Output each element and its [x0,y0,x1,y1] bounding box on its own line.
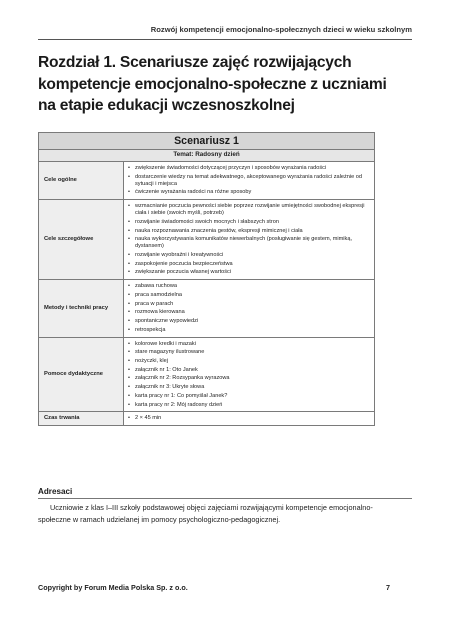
table-row-duration [39,412,375,426]
section-rule [38,498,412,499]
scenario-topic: Temat: Radosny dzień [39,150,375,162]
page-number: 7 [386,583,390,592]
general-goals-list [128,165,369,196]
running-header: Rozwój kompetencji emocjonalno-społecznych dzieci w wieku szkolnym [150,25,412,34]
recipients-text: Uczniowie z klas I–III szkoły podstawowej objęci zajęciami rozwijającymi kompetencje emocjonalno-społeczne w ramach udzielanej im pomocy psychologiczno-pedagogicznej. [38,503,373,524]
duration-value: • 2 × 45 min [128,415,369,422]
teaching-aids-cell [124,337,375,412]
chapter-title-line-3: na etapie edukacji wczesnoszkolnej [38,97,295,114]
list-item: • załącznik nr 2: Rozsypanka wyrazowa [128,375,369,382]
list-item: • nauka wykorzystywania komunikatów niewerbalnych (posługiwanie się gestem, mimiką, dystansem) [128,236,369,250]
general-goals-label: Cele ogólne [39,162,124,200]
methods-label: Metody i techniki pracy [39,280,124,337]
scenario-title: Scenariusz 1 [39,133,375,150]
specific-goals-label: Cele szczegółowe [39,200,124,280]
chapter-title-line-2: kompetencje emocjonalno-społeczne z uczniami [38,75,387,93]
duration-cell [124,412,375,426]
teaching-aids-list [128,341,369,409]
general-goals-cell [124,162,375,200]
duration-label: Czas trwania [39,412,124,426]
list-item: • stare magazyny ilustrowane [128,349,369,356]
list-item: • nożyczki, klej [128,358,369,365]
list-item: • nauka rozpoznawania znaczenia gestów, ekspresji mimicznej i ciała [128,228,369,235]
list-item: • ćwiczenie wyrażania radości na różne sposoby [128,189,369,196]
list-item: • karta pracy nr 2: Mój radosny dzień [128,402,369,409]
header-rule [38,39,412,40]
table-row-general-goals [39,162,375,200]
list-item: • kolorowe kredki i mazaki [128,341,369,348]
methods-cell [124,280,375,337]
list-item: • zwiększanie poczucia własnej wartości [128,269,369,276]
table-row-methods [39,280,375,337]
list-item: • zabawa ruchowa [128,283,369,290]
methods-list [128,283,369,333]
list-item: • załącznik nr 3: Ukryte słowa [128,384,369,391]
footer-copyright: Copyright by Forum Media Polska Sp. z o.o. [38,583,188,592]
list-item: • karta pracy nr 1: Co pomyślał Janek? [128,393,369,400]
recipients-heading: Adresaci [38,487,73,496]
chapter-title [38,52,398,117]
table-row-specific-goals [39,200,375,280]
table-row-teaching-aids [39,337,375,412]
teaching-aids-label: Pomoce dydaktyczne [39,337,124,412]
table-topic-row [39,150,375,162]
list-item: • załącznik nr 1: Oto Janek [128,367,369,374]
list-item: • rozwijanie świadomości swoich mocnych i słabszych stron [128,219,369,226]
list-item: • wzmacnianie poczucia pewności siebie poprzez rozwijanie umiejętności swobodnej ekspresji ciała i siebie (swoich myśli, potrzeb) [128,203,369,217]
list-item: • praca samodzielna [128,292,369,299]
specific-goals-cell [124,200,375,280]
list-item: • retrospekcja [128,327,369,334]
list-item: • zwiększenie świadomości dotyczącej przyczyn i sposobów wyrażania radości [128,165,369,172]
chapter-title-line-1: Rozdział 1. Scenariusze zajęć rozwijających [38,54,352,71]
list-item: • zaspokojenie poczucia bezpieczeństwa [128,261,369,268]
list-item: • praca w parach [128,301,369,308]
list-item: • rozmowa kierowana [128,309,369,316]
list-item: • spontaniczne wypowiedzi [128,318,369,325]
specific-goals-list [128,203,369,276]
scenario-table [38,132,375,426]
table-title-row [39,133,375,150]
list-item: • dostarczenie wiedzy na temat adekwatnego, akceptowanego wyrażania radości zależnie od sytuacji i miejsca [128,174,369,188]
list-item: • rozwijanie wyobraźni i kreatywności [128,252,369,259]
